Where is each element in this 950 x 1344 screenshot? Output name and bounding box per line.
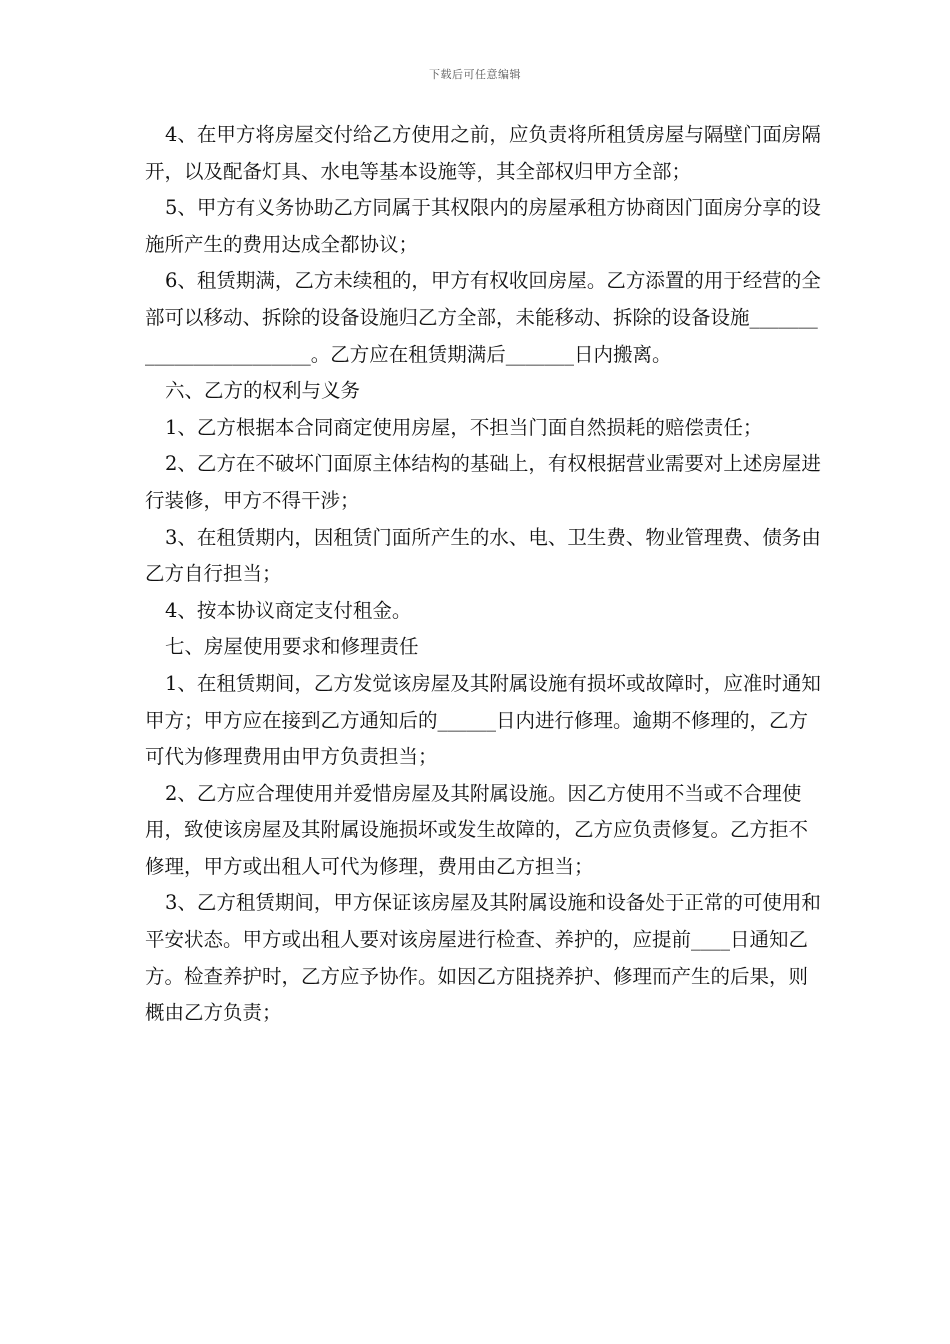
clause-2-tenant: 2、乙方在不破坏门面原主体结构的基础上，有权根据营业需要对上述房屋进行装修，甲方不得干涉； xyxy=(145,452,821,512)
clause-1-repair: 1、在租赁期间，乙方发觉该房屋及其附属设施有损坏或故障时，应准时通知甲方；甲方应在接到乙方通知后的______日内进行修理。逾期不修理的，乙方可代为修理费用由甲方负责担当； xyxy=(145,671,821,769)
clause-2-repair: 2、乙方应合理使用并爱惜房屋及其附属设施。因乙方使用不当或不合理使用，致使该房屋及其附属设施损坏或发生故障的，乙方应负责修复。乙方拒不修理，甲方或出租人可代为修理，费用由乙方担当； xyxy=(145,781,809,878)
clause-3-repair: 3、乙方租赁期间，甲方保证该房屋及其附属设施和设备处于正常的可使用和平安状态。甲方或出租人要对该房屋进行检查、养护的，应提前____日通知乙方。检查养护时，乙方应予协作。如因乙方阻挠养护、修理而产生的后果，则概由乙方负责； xyxy=(145,891,821,1025)
clause-5-landlord: 5、甲方有义务协助乙方同属于其权限内的房屋承租方协商因门面房分享的设施所产生的费用达成全都协议； xyxy=(145,196,821,256)
clause-6-landlord: 6、租赁期满，乙方未续租的，甲方有权收回房屋。乙方添置的用于经营的全部可以移动、拆除的设备设施归乙方全部，未能移动、拆除的设备设施________________________。乙方应在租赁期满后_______日内搬离。 xyxy=(145,269,821,366)
clause-4-tenant: 4、按本协议商定支付租金。 xyxy=(165,598,412,622)
section-heading-tenant-rights: 六、乙方的权利与义务 xyxy=(165,379,361,403)
clause-1-tenant: 1、乙方根据本合同商定使用房屋，不担当门面自然损耗的赔偿责任； xyxy=(165,415,763,439)
section-heading-repair: 七、房屋使用要求和修理责任 xyxy=(165,635,419,659)
page-header-note: 下载后可任意编辑 xyxy=(429,68,521,81)
document-body xyxy=(145,117,825,1032)
clause-3-tenant: 3、在租赁期内，因租赁门面所产生的水、电、卫生费、物业管理费、债务由乙方自行担当； xyxy=(145,525,821,586)
clause-4-landlord: 4、在甲方将房屋交付给乙方使用之前，应负责将所租赁房屋与隔壁门面房隔开，以及配备灯具、水电等基本设施等，其全部权归甲方全部； xyxy=(145,123,821,183)
